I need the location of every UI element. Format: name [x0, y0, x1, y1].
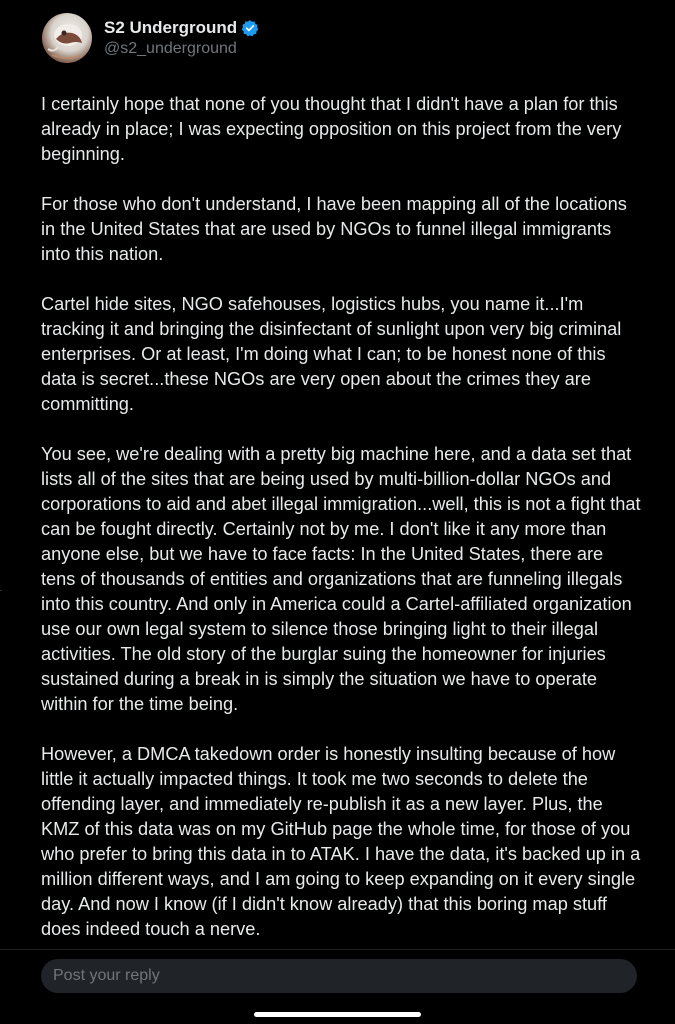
- reply-input[interactable]: [53, 967, 637, 985]
- tweet-header: [42, 12, 259, 64]
- tweet-paragraph: You see, we're dealing with a pretty big machine here, and a data set that lists all of the sites that are being used by multi-billion-dollar NGOs and corporations to aid and abet illegal immigration...well, this is not a fight that can be fought directly. Certainly not by me. I don't like it any more than anyone else, but we have to face facts: In the United States, there are tens of thousands of entities and organizations that are funneling illegals into this country. And only in America could a Cartel-affiliated organization use our own legal system to silence those bringing light to their illegal activities. The old story of the burglar suing the homeowner for injuries sustained during a break in is simply the situation we have to operate within for the time being.: [41, 444, 641, 714]
- reply-box[interactable]: [41, 959, 637, 993]
- tweet-text: [41, 92, 641, 942]
- handle[interactable]: @s2_underground: [104, 39, 237, 57]
- home-indicator[interactable]: [254, 1012, 421, 1017]
- tweet-paragraph: However, a DMCA takedown order is honestly insulting because of how little it actually impacted things. It took me two seconds to delete the offending layer, and immediately re-publish it as a new layer. Plus, the KMZ of this data was on my GitHub page the whole time, for those of you who prefer to bring this data in to ATAK. I have the data, it's backed up in a million different ways, and I am going to keep expanding on it every single day. And now I know (if I didn't know already) that this boring map stuff does indeed touch a nerve.: [41, 744, 641, 939]
- tweet-paragraph: For those who don't understand, I have been mapping all of the locations in the United States that are used by NGOs to funnel illegal immigrants into this nation.: [41, 194, 627, 264]
- avatar[interactable]: [42, 13, 92, 63]
- display-name[interactable]: S2 Underground: [104, 17, 238, 37]
- tweet-paragraph: Cartel hide sites, NGO safehouses, logistics hubs, you name it...I'm tracking it and bringing the disinfectant of sunlight upon very big criminal enterprises. Or at least, I'm doing what I can; to be honest none of this data is secret...these NGOs are very open about the crimes they are committing.: [41, 294, 622, 414]
- divider: [0, 949, 675, 950]
- avatar-icon: [42, 13, 92, 63]
- divider: [0, 590, 2, 591]
- verified-badge-icon: [241, 19, 259, 37]
- tweet-paragraph: I certainly hope that none of you thought that I didn't have a plan for this already in place; I was expecting opposition on this project from the very beginning.: [41, 94, 622, 164]
